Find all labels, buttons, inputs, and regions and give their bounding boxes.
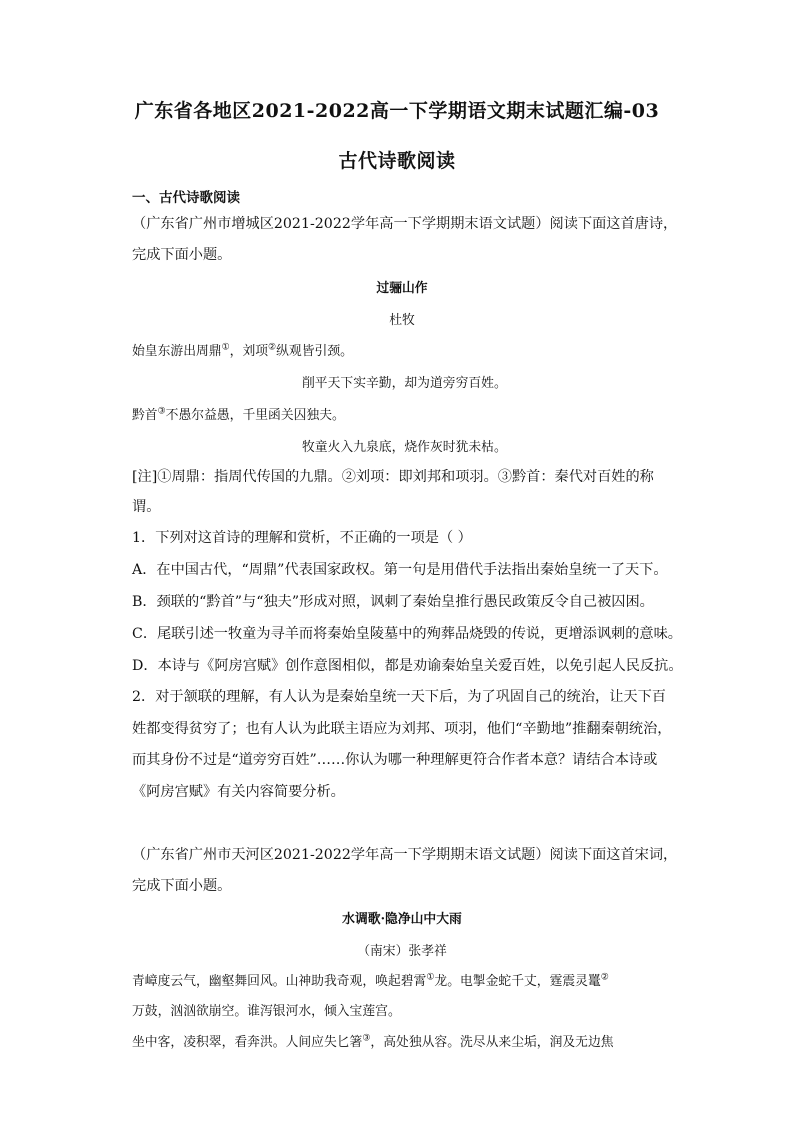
note-mark: ③ <box>157 406 166 417</box>
poem-2-title: 水调歌·隐净山中大雨 <box>342 912 462 927</box>
poem-note-cont: 谓。 <box>132 499 161 515</box>
source-line-cont: 完成下面小题。 <box>132 247 232 263</box>
question-2-line-3: 而其身份不过是“道旁穷百姓”……你认为哪一种理解更符合作者本意？请结合本诗或 <box>132 752 658 768</box>
poem-text: 始皇东游出周鼎 <box>132 344 222 359</box>
poem-2-author: （南宋）张孝祥 <box>357 944 447 959</box>
question-1: 1．下列对这首诗的理解和赏析，不正确的一项是（ ） <box>132 530 472 546</box>
note-mark: ③ <box>362 1033 371 1044</box>
poem-author: 杜牧 <box>389 313 415 328</box>
poem-line-3 <box>132 404 672 423</box>
poem-text: 黔首 <box>132 408 158 423</box>
option-d: D．本诗与《阿房宫赋》创作意图相似，都是劝谕秦始皇关爱百姓，以免引起人民反抗。 <box>132 658 683 674</box>
poem-title: 过骊山作 <box>376 281 428 296</box>
poem-2-line-2: 万鼓，汹汹欲崩空。谁泻银河水，倾入宝莲宫。 <box>132 1004 401 1019</box>
poem-text: 坐中客，凌积翠，看奔洪。人间应失匕箸 <box>132 1035 363 1050</box>
poem-line-1 <box>132 340 672 359</box>
option-a: A．在中国古代，“周鼎”代表国家政权。第一句是用借代手法指出秦始皇统一了天下。 <box>132 562 668 578</box>
poem-note: [注]①周鼎：指周代传国的九鼎。②刘项：即刘邦和项羽。③黔首：秦代对百姓的称 <box>132 469 654 485</box>
poem-text: ，高处独从容。洗尽从来尘垢，润及无边焦 <box>370 1035 614 1050</box>
poem-text: 青嶂度云气，幽壑舞回风。山神助我奇观，唤起碧霄 <box>132 974 427 989</box>
note-mark: ② <box>600 972 609 983</box>
document-subtitle: 古代诗歌阅读 <box>338 150 456 172</box>
source-line: （广东省广州市增城区2021-2022学年高一下学期期末语文试题）阅读下面这首唐诗， <box>132 216 678 232</box>
source-line-2-cont: 完成下面小题。 <box>132 878 232 894</box>
option-b: B．颈联的“黔首”与“独夫”形成对照，讽刺了秦始皇推行愚民政策反令自己被囚困。 <box>132 594 654 610</box>
question-2-line-4: 《阿房宫赋》有关内容简要分析。 <box>132 784 345 800</box>
question-2: 2．对于颔联的理解，有人认为是秦始皇统一天下后，为了巩固自己的统治，让天下百 <box>132 689 666 705</box>
note-mark: ② <box>268 342 277 353</box>
option-c: C．尾联引述一牧童为寻羊而将秦始皇陵墓中的殉葬品烧毁的传说，更增添讽刺的意味。 <box>132 626 682 642</box>
poem-text: 纵观皆引颈。 <box>276 344 353 359</box>
poem-2-line-3 <box>132 1031 672 1050</box>
poem-text: 龙。电掣金蛇千丈，霆震灵鼍 <box>434 974 601 989</box>
note-mark: ① <box>221 342 230 353</box>
poem-2-line-1 <box>132 970 672 989</box>
poem-text: 不愚尔益愚，千里函关囚独夫。 <box>165 408 345 423</box>
poem-line-2: 削平天下实辛勤，却为道旁穷百姓。 <box>302 376 507 391</box>
poem-text: ，刘项 <box>229 344 269 359</box>
document-title: 广东省各地区2021-2022高一下学期语文期末试题汇编-03 <box>134 100 660 122</box>
source-line-2: （广东省广州市天河区2021-2022学年高一下学期期末语文试题）阅读下面这首宋词， <box>132 847 678 863</box>
question-2-line-2: 姓都变得贫穷了；也有人认为此联主语应为刘邦、项羽，他们“辛勤地”推翻秦朝统治， <box>132 721 672 737</box>
section-heading: 一、古代诗歌阅读 <box>132 190 240 206</box>
poem-line-4: 牧童火入九泉底，烧作灰时犹未枯。 <box>302 440 507 455</box>
note-mark: ① <box>426 972 435 983</box>
